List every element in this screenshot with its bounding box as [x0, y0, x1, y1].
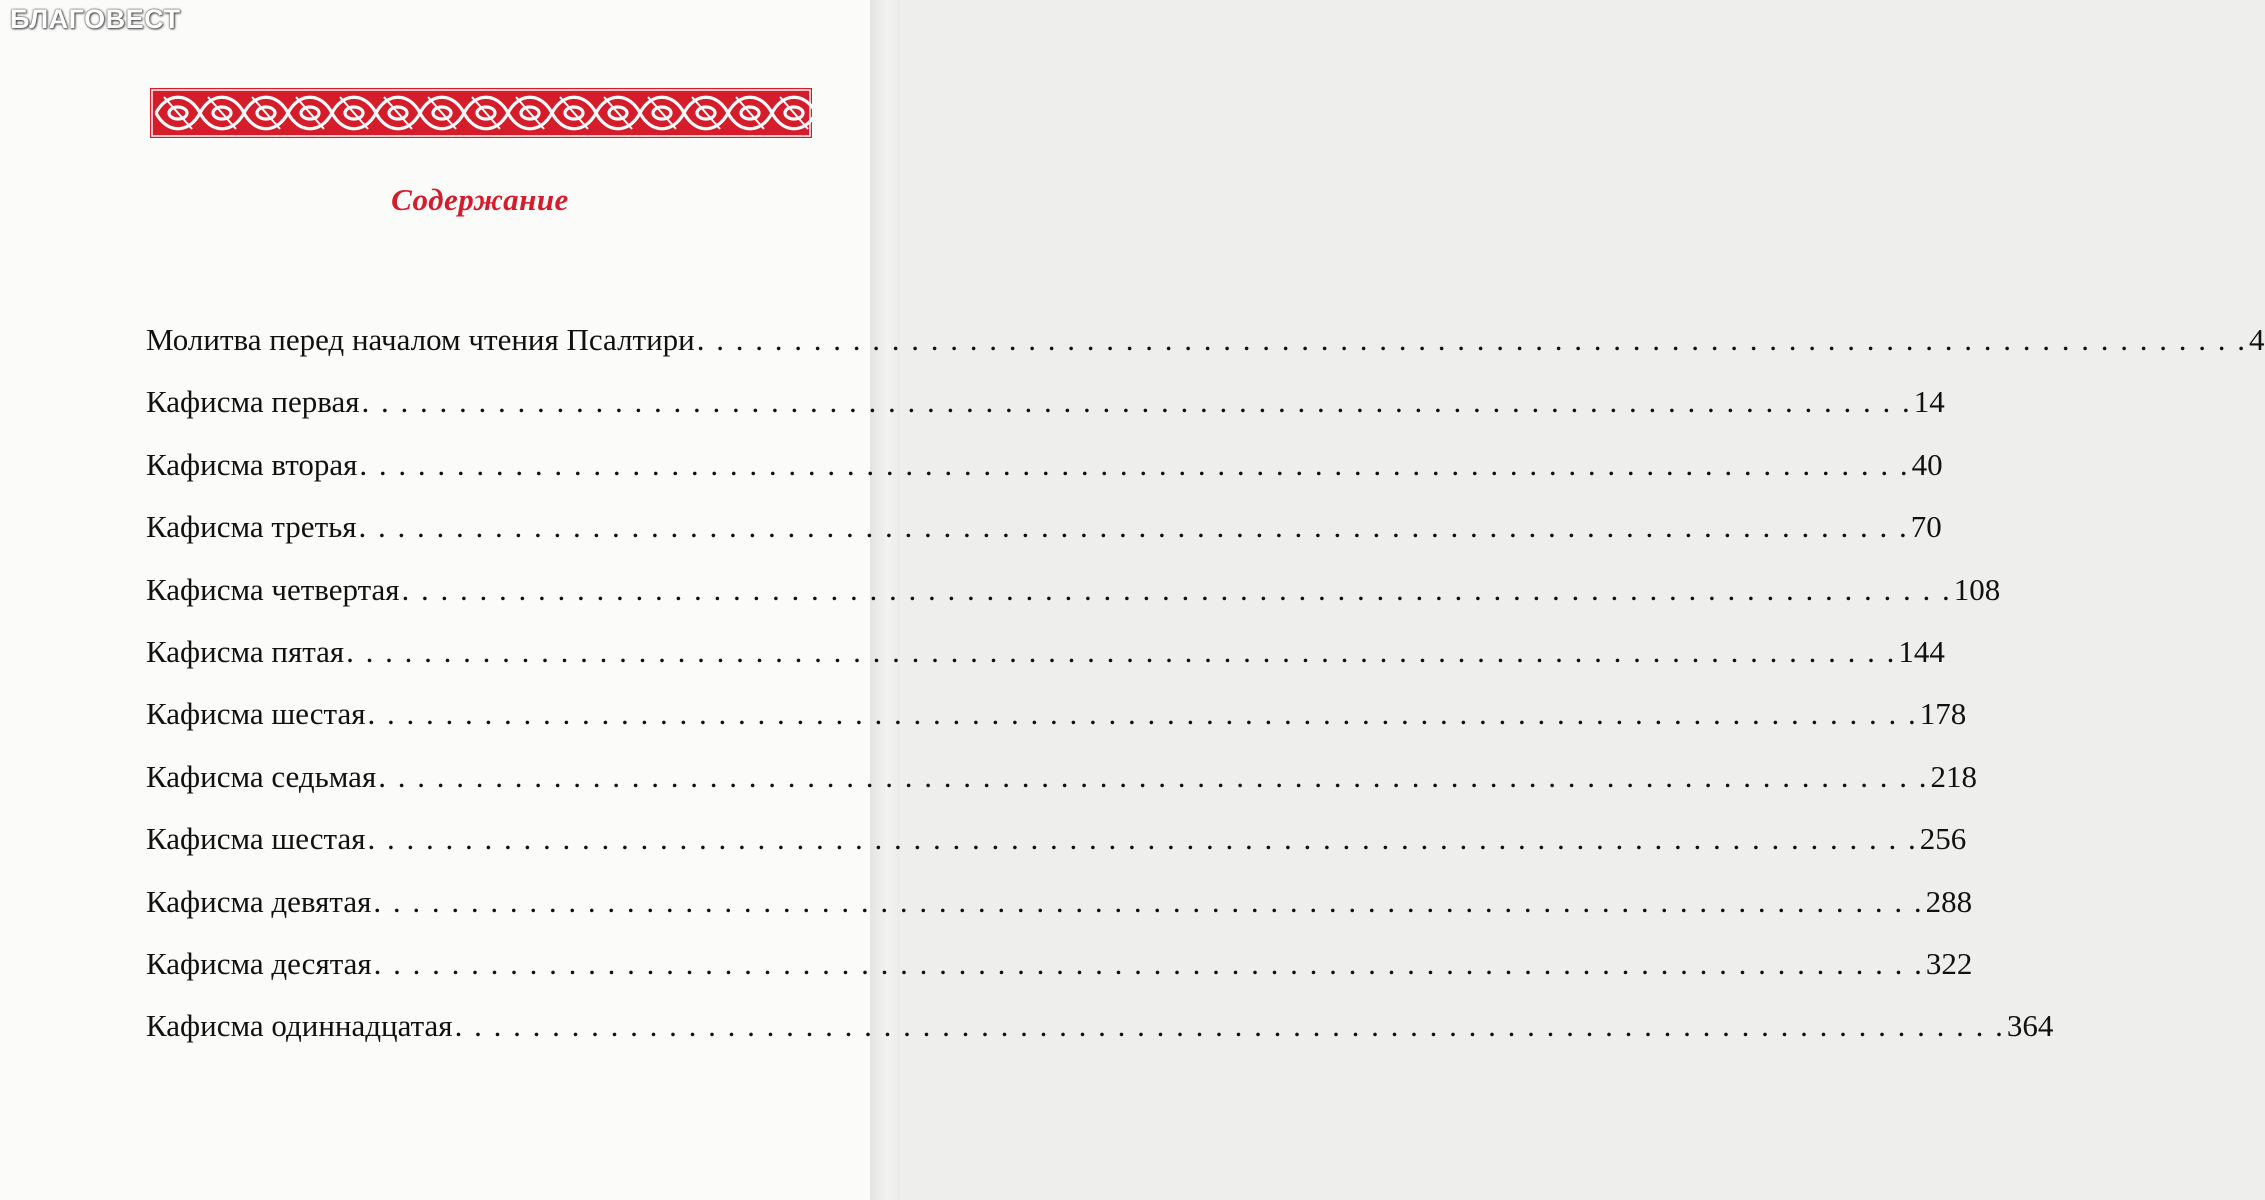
toc-page-number: 322	[1925, 945, 1973, 981]
toc-row[interactable]	[146, 821, 1967, 883]
toc-dot-leader: . . . . . . . . . . . . . . . . . . . . . . . . . . . . . . . . . . . . . . . . . . . . . . . . . . . . . . . . . . . . . . . . . . . . . . . . . . . . . . . .	[367, 821, 1918, 857]
toc-dot-leader: . . . . . . . . . . . . . . . . . . . . . . . . . . . . . . . . . . . . . . . . . . . . . . . . . . . . . . . . . . . . . . . . . . . . . . . . . . . . . . . .	[373, 883, 1924, 919]
toc-page-number: 108	[1953, 571, 2001, 607]
toc-row[interactable]	[146, 633, 1945, 696]
toc-dot-leader: . . . . . . . . . . . . . . . . . . . . . . . . . . . . . . . . . . . . . . . . . . . . . . . . . . . . . . . . . . . . . . . . . . . . . . . . . . . . . . . .	[401, 571, 1952, 607]
table-of-contents	[146, 322, 2265, 1071]
toc-page-number: 40	[1911, 446, 1943, 482]
toc-dot-leader: . . . . . . . . . . . . . . . . . . . . . . . . . . . . . . . . . . . . . . . . . . . . . . . . . . . . . . . . . . . . . . . . . . . . . . . . . . . . . . . .	[361, 384, 1912, 420]
toc-dot-leader: . . . . . . . . . . . . . . . . . . . . . . . . . . . . . . . . . . . . . . . . . . . . . . . . . . . . . . . . . . . . . . . . . . . . . . . . . . . . . . . .	[346, 633, 1897, 669]
toc-row[interactable]	[146, 1008, 2054, 1070]
toc-dot-leader: . . . . . . . . . . . . . . . . . . . . . . . . . . . . . . . . . . . . . . . . . . . . . . . . . . . . . . . . . . . . . . . . . . . . . . . . . . . . . . . .	[378, 758, 1929, 794]
toc-row[interactable]	[146, 696, 1967, 758]
toc-dot-leader: . . . . . . . . . . . . . . . . . . . . . . . . . . . . . . . . . . . . . . . . . . . . . . . . . . . . . . . . . . . . . . . . . . . . . . . . . . . . . . . .	[373, 945, 1924, 981]
toc-dot-leader: . . . . . . . . . . . . . . . . . . . . . . . . . . . . . . . . . . . . . . . . . . . . . . . . . . . . . . . . . . . . . . . . . . . . . . . . . . . . . . . .	[696, 322, 2248, 357]
toc-label: Кафисма пятая	[146, 633, 345, 669]
toc-page-number: 178	[1919, 696, 1967, 732]
toc-label: Кафисма девятая	[146, 883, 372, 919]
toc-dot-leader: . . . . . . . . . . . . . . . . . . . . . . . . . . . . . . . . . . . . . . . . . . . . . . . . . . . . . . . . . . . . . . . . . . . . . . . . . . . . . . . .	[359, 446, 1910, 482]
toc-page-number: 288	[1925, 883, 1973, 919]
toc-label: Кафисма третья	[146, 509, 357, 545]
toc-row[interactable]	[146, 322, 2265, 384]
toc-page-number: 4	[2249, 322, 2265, 357]
toc-row[interactable]	[146, 945, 1973, 1008]
toc-label: Кафисма вторая	[146, 446, 358, 482]
toc-dot-leader: . . . . . . . . . . . . . . . . . . . . . . . . . . . . . . . . . . . . . . . . . . . . . . . . . . . . . . . . . . . . . . . . . . . . . . . . . . . . . . . .	[358, 509, 1909, 545]
toc-page-number: 364	[2006, 1008, 2054, 1044]
toc-row[interactable]	[146, 883, 1973, 946]
toc-label: Кафисма четвертая	[146, 571, 400, 607]
toc-row[interactable]	[146, 758, 1977, 821]
toc-label: Кафисма седьмая	[146, 758, 377, 794]
page-title: Содержание	[391, 182, 569, 217]
ornament-border-icon	[150, 88, 812, 138]
toc-label: Молитва перед началом чтения Псалтири	[146, 322, 695, 357]
toc-page-number: 70	[1910, 509, 1942, 545]
toc-page-number: 144	[1898, 633, 1945, 669]
toc-dot-leader: . . . . . . . . . . . . . . . . . . . . . . . . . . . . . . . . . . . . . . . . . . . . . . . . . . . . . . . . . . . . . . . . . . . . . . . . . . . . . . . .	[454, 1008, 2005, 1044]
toc-label: Кафисма шестая	[146, 696, 366, 732]
toc-label: Кафисма десятая	[146, 945, 372, 981]
toc-row[interactable]	[146, 509, 1942, 571]
toc-page-number: 256	[1919, 821, 1967, 857]
watermark-logo: БЛАГОВЕСТ	[10, 4, 181, 34]
toc-row[interactable]	[146, 446, 1943, 509]
toc-label: Кафисма одиннадцатая	[146, 1008, 453, 1044]
toc-label: Кафисма первая	[146, 384, 360, 420]
toc-row[interactable]	[146, 571, 2001, 634]
toc-page-number: 218	[1930, 758, 1977, 794]
toc-dot-leader: . . . . . . . . . . . . . . . . . . . . . . . . . . . . . . . . . . . . . . . . . . . . . . . . . . . . . . . . . . . . . . . . . . . . . . . . . . . . . . . .	[367, 696, 1918, 732]
toc-page-number: 14	[1913, 384, 1945, 420]
toc-label: Кафисма шестая	[146, 821, 366, 857]
toc-row[interactable]	[146, 384, 1945, 446]
